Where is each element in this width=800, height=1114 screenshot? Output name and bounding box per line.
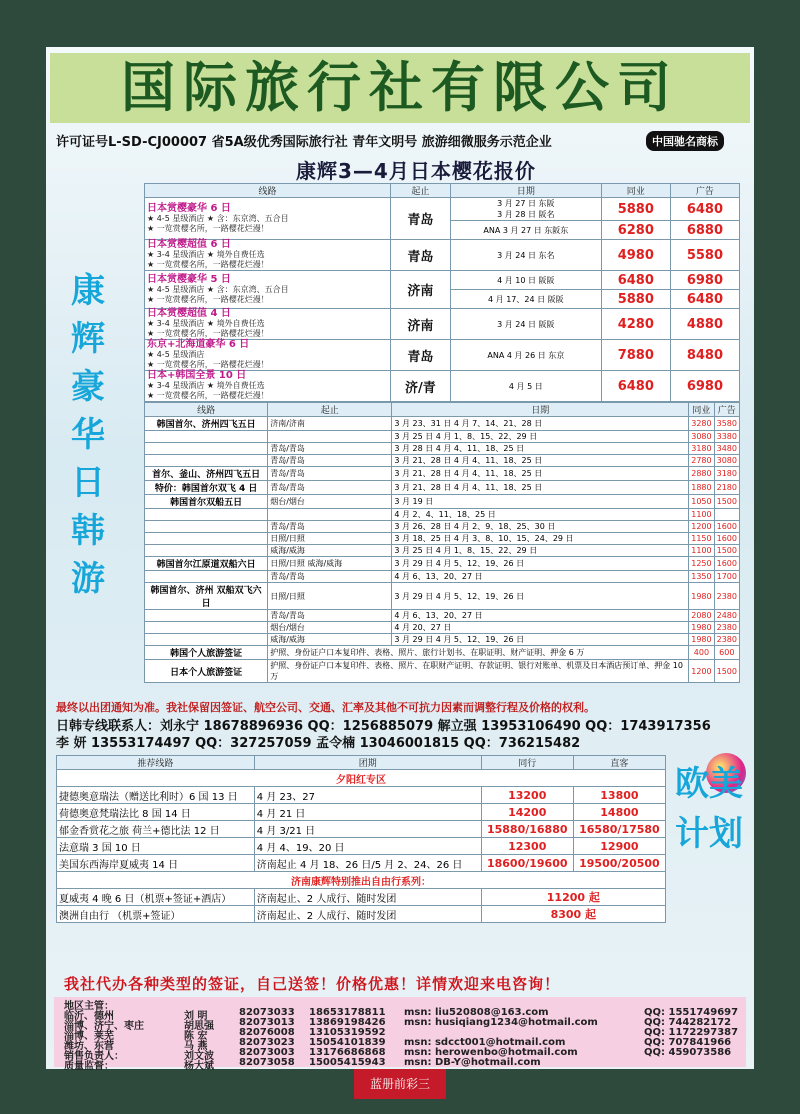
date-text: 4 月 10 日 阪阪 [497, 275, 555, 285]
contact-field: msn: husiqiang1234@hotmail.com [404, 1017, 598, 1028]
trade-price: 1250 [689, 557, 714, 571]
retail-price: 5580 [670, 240, 739, 271]
column-header: 线路 [145, 184, 391, 198]
route-cell: 韩国首尔、济州四飞五日 [145, 417, 268, 431]
brand-badge: 中国驰名商标 [646, 131, 724, 151]
route-cell: 澳洲自由行 （机票+签证） [57, 906, 255, 923]
contact-field: 胡思强 [184, 1021, 214, 1032]
trade-price: 3180 [689, 443, 714, 455]
section-row [57, 872, 666, 889]
contact-field: 13869198426 [309, 1017, 386, 1028]
departure-cell: 济南/济南 [268, 417, 392, 431]
contact-field: 地区主管： [64, 1001, 114, 1012]
route-cell: 韩国个人旅游签证 [145, 646, 268, 660]
date-text: ANA 4 月 26 日 东京 [487, 350, 565, 360]
retail-price: 3480 [714, 443, 739, 455]
table-row [145, 610, 740, 622]
date-cell [450, 340, 601, 371]
date-cell: 4 月 3/21 日 [254, 821, 481, 838]
vertical-char: 豪 [71, 367, 105, 407]
date-cell: 4 月 20、27 日 [392, 622, 689, 634]
route-cell: 韩国首尔、济州 双船双飞六日 [145, 583, 268, 610]
trade-price: 1350 [689, 571, 714, 583]
contact-field: 82073058 [239, 1057, 295, 1068]
date-cell [450, 221, 601, 240]
column-header: 同业 [689, 403, 714, 417]
route-cell [145, 610, 268, 622]
departure-cell: 威海/威海 [268, 634, 392, 646]
departure-cell: 烟台/烟台 [268, 495, 392, 509]
table-row [145, 533, 740, 545]
table-row [145, 417, 740, 431]
retail-price: 6480 [670, 198, 739, 221]
date-cell: 济南起止、2 人成行、随时发团 [254, 889, 481, 906]
table-row [145, 557, 740, 571]
retail-price: 16580/17580 [573, 821, 665, 838]
trade-price: 2080 [689, 610, 714, 622]
retail-price: 13800 [573, 787, 665, 804]
contact-field: 82073013 [239, 1017, 295, 1028]
company-title: 国际旅行社有限公司 [50, 53, 750, 123]
departure-cell: 青岛/青岛 [268, 443, 392, 455]
date-cell: 3 月 29 日 4 月 5、12、19、26 日 [392, 557, 689, 571]
retail-price: 19500/20500 [573, 855, 665, 872]
price-cell: 11200 起 [481, 889, 665, 906]
trade-price: 12300 [481, 838, 573, 855]
route-cell [145, 431, 268, 443]
date-cell: 4 月 23、27 [254, 787, 481, 804]
route-cell: 捷德奥意瑞法（赠送比利时）6 国 13 日 [57, 787, 255, 804]
table-row [57, 889, 666, 906]
table-row [145, 467, 740, 481]
column-header: 广告 [670, 184, 739, 198]
departure-cell: 青岛/青岛 [268, 467, 392, 481]
route-cell [145, 443, 268, 455]
column-header: 日期 [392, 403, 689, 417]
table-row [145, 371, 740, 402]
trade-price: 400 [689, 646, 714, 660]
contact-field: 淄博、莱芜 [64, 1031, 114, 1042]
contact-field: QQ: 744282172 [644, 1017, 732, 1028]
contact-field: 陈 宏 [184, 1031, 208, 1042]
date-cell: 4 月 6、13、20、27 日 [392, 610, 689, 622]
route-cell [145, 571, 268, 583]
route-desc: ★ 4-5 星级酒店 ★ 含：东京湾、五合目 [147, 284, 289, 294]
date-cell: 3 月 19 日 [392, 495, 689, 509]
column-header: 团期 [254, 756, 481, 770]
contact-field: 82073003 [239, 1047, 295, 1058]
table-row [145, 583, 740, 610]
route-cell: 法意瑞 3 国 10 日 [57, 838, 255, 855]
contact-field: 82073033 [239, 1007, 295, 1018]
vertical-char: 辉 [71, 319, 105, 359]
route-cell [145, 545, 268, 557]
table-row [145, 309, 740, 340]
date-cell: 3 月 29 日 4 月 5、12、19、26 日 [392, 634, 689, 646]
contact-field: 15005415943 [309, 1057, 386, 1068]
right-vertical-title [674, 759, 744, 859]
route-cell [145, 340, 391, 371]
retail-price: 2380 [714, 634, 739, 646]
retail-price: 2380 [714, 622, 739, 634]
trade-price: 1100 [689, 509, 714, 521]
departure-cell [268, 509, 392, 521]
route-cell [145, 271, 391, 309]
table-row [145, 340, 740, 371]
departure-cell: 青岛/青岛 [268, 481, 392, 495]
route-cell [145, 533, 268, 545]
vertical-char: 华 [71, 415, 105, 455]
retail-price [714, 509, 739, 521]
retail-price: 6480 [670, 290, 739, 309]
visa-requirements: 护照、身份证户口本复印件、表格、照片、旅行计划书、在职证明、财产证明、押金 6 万 [268, 646, 689, 660]
table-row [57, 787, 666, 804]
route-cell [145, 509, 268, 521]
retail-price: 600 [714, 646, 739, 660]
route-name: 日本赏樱超值 4 日 [147, 308, 231, 319]
contact-field: 杨大斌 [184, 1061, 214, 1072]
departure-cell: 青岛/青岛 [268, 455, 392, 467]
contact-field: 刘 明 [184, 1011, 208, 1022]
trade-price: 1100 [689, 545, 714, 557]
date-cell [450, 371, 601, 402]
section-label: 夕阳红专区 [57, 770, 666, 787]
date-text: 3 月 24 日 东名 [497, 250, 555, 260]
date-cell: 3 月 29 日 4 月 5、12、19、26 日 [392, 583, 689, 610]
departure-cell: 青岛/青岛 [268, 571, 392, 583]
visa-requirements: 护照、身份证户口本复印件、表格、照片、在职财产证明、存款证明、银行对账单、机票及日本酒店预订单、押金 10 万 [268, 660, 689, 683]
column-header: 直客 [573, 756, 665, 770]
date-cell [450, 271, 601, 290]
retail-price: 3180 [714, 467, 739, 481]
contact-panel [54, 997, 746, 1072]
table-row [145, 509, 740, 521]
departure-cell: 烟台/烟台 [268, 622, 392, 634]
date-cell: 4 月 21 日 [254, 804, 481, 821]
column-header: 起止 [390, 184, 450, 198]
trade-price: 7880 [601, 340, 670, 371]
route-desc: ★ 一览赏樱名所，一路樱花烂漫！ [147, 329, 269, 338]
table-row [57, 855, 666, 872]
retail-price: 6880 [670, 221, 739, 240]
retail-price: 1600 [714, 533, 739, 545]
departure-cell: 青岛/青岛 [268, 610, 392, 622]
contact-field: 刘文波 [184, 1051, 214, 1062]
route-cell: 日本个人旅游签证 [145, 660, 268, 683]
trade-price: 3280 [689, 417, 714, 431]
route-desc: ★ 4-5 星级酒店 [147, 350, 205, 359]
date-text: 4 月 5 日 [508, 381, 543, 391]
route-cell: 郁金香赏花之旅 荷兰+德比法 12 日 [57, 821, 255, 838]
contact-field: msn: liu520808@163.com [404, 1007, 549, 1018]
route-desc: ★ 一览赏樱名所，一路樱花烂漫！ [147, 260, 269, 269]
route-cell: 夏威夷 4 晚 6 日（机票+签证+酒店） [57, 889, 255, 906]
table-row [57, 838, 666, 855]
trade-price: 15880/16880 [481, 821, 573, 838]
city-cell: 济南 [390, 309, 450, 340]
date-text: 3 月 28 日 阪名 [497, 210, 555, 219]
contact-field: 13176686868 [309, 1047, 386, 1058]
disclaimer: 最终以出团通知为准。我社保留因签证、航空公司、交通、汇率及其他不可抗力因素而调整行程及价格的权利。 [56, 701, 595, 714]
trade-price: 1980 [689, 583, 714, 610]
departure-cell: 威海/威海 [268, 545, 392, 557]
route-cell [145, 309, 391, 340]
euro-price-table [56, 755, 666, 923]
japan-price-table [144, 183, 740, 402]
date-cell: 4 月 6、13、20、27 日 [392, 571, 689, 583]
contact-field: 18653178811 [309, 1007, 386, 1018]
trade-price: 3080 [689, 431, 714, 443]
section-row [57, 770, 666, 787]
contact-field: QQ: 459073586 [644, 1047, 732, 1058]
date-cell [450, 198, 601, 221]
contact-field: 13105319592 [309, 1027, 386, 1038]
route-name: 日本赏樱超值 6 日 [147, 239, 231, 250]
contact-line-1: 日韩专线联系人：刘永宁 18678896936 QQ：1256885079 解立强 13953106490 QQ：1743917356 [56, 719, 711, 734]
table-row [145, 646, 740, 660]
contact-field: 15054101839 [309, 1037, 386, 1048]
trade-price: 1150 [689, 533, 714, 545]
column-header: 同行 [481, 756, 573, 770]
route-cell [145, 521, 268, 533]
departure-cell: 日照/日照 [268, 583, 392, 610]
retail-price: 12900 [573, 838, 665, 855]
date-cell [450, 290, 601, 309]
route-cell [145, 198, 391, 240]
departure-cell: 日照/日照 [268, 533, 392, 545]
route-cell [145, 455, 268, 467]
trade-price: 1980 [689, 622, 714, 634]
brochure-page [46, 47, 754, 1072]
table-row [145, 240, 740, 271]
trade-price: 6280 [601, 221, 670, 240]
trade-price: 4280 [601, 309, 670, 340]
route-name: 日本赏樱豪华 5 日 [147, 273, 231, 285]
retail-price: 14800 [573, 804, 665, 821]
date-cell: 3 月 23、31 日 4 月 7、14、21、28 日 [392, 417, 689, 431]
route-cell [145, 240, 391, 271]
trade-price: 2780 [689, 455, 714, 467]
retail-price: 2380 [714, 583, 739, 610]
table-header-row [145, 184, 740, 198]
contact-field: QQ: 707841966 [644, 1037, 732, 1048]
route-desc: ★ 3-4 星级酒店 ★ 境外自费任选 [147, 381, 265, 390]
contact-line-2: 李 妍 13553174497 QQ：327257059 孟令楠 13046001815 QQ：736215482 [56, 736, 581, 751]
departure-cell: 青岛/青岛 [268, 521, 392, 533]
trade-price: 1880 [689, 481, 714, 495]
date-cell: 3 月 26、28 日 4 月 2、9、18、25、30 日 [392, 521, 689, 533]
date-cell: 3 月 21、28 日 4 月 4、11、18、25 日 [392, 455, 689, 467]
date-text: ANA 3 月 27 日 东阪东 [483, 225, 569, 235]
date-cell: 3 月 25 日 4 月 1、8、15、22、29 日 [392, 545, 689, 557]
route-cell [145, 634, 268, 646]
vertical-char: 康 [71, 271, 105, 311]
column-header: 同业 [601, 184, 670, 198]
route-desc: ★ 4-5 星级酒店 ★ 含：东京湾、五合目 [147, 213, 289, 223]
vertical-char: 计 [675, 814, 709, 854]
table-row [145, 431, 740, 443]
trade-price: 13200 [481, 787, 573, 804]
vertical-char: 日 [71, 463, 105, 503]
section-title: 康辉3—4月日本樱花报价 [296, 159, 536, 183]
column-header: 广告 [714, 403, 739, 417]
date-cell: 3 月 25 日 4 月 1、8、15、22、29 日 [392, 431, 689, 443]
table-row [145, 481, 740, 495]
column-header: 推荐线路 [57, 756, 255, 770]
contact-field: QQ: 1172297387 [644, 1027, 739, 1038]
contact-field: msn: sdcct001@hotmail.com [404, 1037, 566, 1048]
date-cell: 3 月 28 日 4 月 4、11、18、25 日 [392, 443, 689, 455]
date-cell: 济南起止、2 人成行、随时发团 [254, 906, 481, 923]
trade-price: 1050 [689, 495, 714, 509]
contact-field: 销售负责人： [64, 1051, 124, 1062]
retail-price: 2480 [714, 610, 739, 622]
retail-price: 1600 [714, 557, 739, 571]
route-desc: ★ 3-4 星级酒店 ★ 境外自费任选 [147, 250, 265, 259]
date-text: 3 月 24 日 阪阪 [497, 319, 555, 329]
contact-field: 质量监督： [64, 1061, 114, 1072]
table-row [145, 545, 740, 557]
route-cell: 韩国首尔江原道双船六日 [145, 557, 268, 571]
city-cell: 青岛 [390, 340, 450, 371]
contact-field: msn: herowenbo@hotmail.com [404, 1047, 578, 1058]
route-desc: ★ 一览赏樱名所，一路樱花烂漫！ [147, 360, 269, 369]
departure-cell [268, 431, 392, 443]
date-cell: 4 月 2、4、11、18、25 日 [392, 509, 689, 521]
city-cell: 青岛 [390, 198, 450, 240]
date-cell: 济南起止 4 月 18、26 日/5 月 2、24、26 日 [254, 855, 481, 872]
date-cell: 3 月 18、25 日 4 月 3、8、10、15、24、29 日 [392, 533, 689, 545]
retail-price: 3380 [714, 431, 739, 443]
table-row [145, 455, 740, 467]
section-label: 济南康辉特别推出自由行系列： [57, 872, 666, 889]
retail-price: 1500 [714, 545, 739, 557]
trade-price: 1980 [689, 634, 714, 646]
contact-field: 82073023 [239, 1037, 295, 1048]
table-row [57, 804, 666, 821]
retail-price: 2180 [714, 481, 739, 495]
retail-price: 1700 [714, 571, 739, 583]
table-row [145, 198, 740, 221]
route-desc: ★ 一览赏樱名所，一路樱花烂漫！ [147, 391, 269, 400]
contact-field: 临沂、德州 [64, 1011, 114, 1022]
retail-price: 3580 [714, 417, 739, 431]
contact-field: 淄博、济宁、枣庄 [64, 1021, 144, 1032]
vertical-char: 美 [709, 764, 743, 804]
route-cell: 荷德奥意梵瑞法比 8 国 14 日 [57, 804, 255, 821]
table-header-row [145, 403, 740, 417]
date-cell: 4 月 4、19、20 日 [254, 838, 481, 855]
column-header: 线路 [145, 403, 268, 417]
city-cell: 济/青 [390, 371, 450, 402]
table-row [145, 571, 740, 583]
route-cell [145, 371, 391, 402]
date-cell: 3 月 21、28 日 4 月 4、11、18、25 日 [392, 481, 689, 495]
trade-price: 4980 [601, 240, 670, 271]
vertical-char: 韩 [71, 511, 105, 551]
vertical-char: 游 [71, 559, 105, 599]
city-cell: 青岛 [390, 240, 450, 271]
contact-field: QQ: 1551749697 [644, 1007, 739, 1018]
price-cell: 8300 起 [481, 906, 665, 923]
route-cell: 首尔、釜山、济州四飞五日 [145, 467, 268, 481]
contact-field: 82076008 [239, 1027, 295, 1038]
trade-price: 18600/19600 [481, 855, 573, 872]
contact-field: 马 燕 [184, 1041, 208, 1052]
left-vertical-title [66, 267, 110, 603]
retail-price: 4880 [670, 309, 739, 340]
retail-price: 6980 [670, 271, 739, 290]
table-row [145, 521, 740, 533]
korea-price-table [144, 402, 740, 683]
retail-price: 3080 [714, 455, 739, 467]
contact-field: msn: DB-Y@hotmail.com [404, 1057, 541, 1068]
table-row [145, 622, 740, 634]
route-name: 日本+韩国全景 10 日 [147, 370, 247, 381]
route-desc: ★ 一览赏樱名所，一路樱花烂漫！ [147, 294, 269, 304]
date-cell: 3 月 21、28 日 4 月 4、11、18、25 日 [392, 467, 689, 481]
footer-label: 蓝册前彩三 [354, 1069, 446, 1099]
column-header: 日期 [450, 184, 601, 198]
retail-price: 6980 [670, 371, 739, 402]
route-cell [145, 622, 268, 634]
table-row [57, 821, 666, 838]
table-row [145, 634, 740, 646]
column-header: 起止 [268, 403, 392, 417]
date-text: 3 月 27 日 东阪 [497, 199, 555, 208]
trade-price: 6480 [601, 371, 670, 402]
trade-price: 1200 [689, 521, 714, 533]
retail-price: 8480 [670, 340, 739, 371]
trade-price: 5880 [601, 290, 670, 309]
route-cell: 韩国首尔双船五日 [145, 495, 268, 509]
trade-price: 5880 [601, 198, 670, 221]
vertical-char: 欧 [675, 764, 709, 804]
retail-price: 1600 [714, 521, 739, 533]
trade-price: 14200 [481, 804, 573, 821]
route-name: 日本赏樱豪华 6 日 [147, 202, 231, 214]
table-header-row [57, 756, 666, 770]
date-cell [450, 240, 601, 271]
slogan: 我社代办各种类型的签证，自己送签！价格优惠！详情欢迎来电咨询！ [64, 975, 561, 993]
date-text: 4 月 17、24 日 阪阪 [488, 294, 564, 304]
retail-price: 1500 [714, 660, 739, 683]
table-row [145, 495, 740, 509]
date-cell [450, 309, 601, 340]
license-line: 许可证号L-SD-CJ00007 省5A级优秀国际旅行社 青年文明号 旅游细微服务示范企业 [56, 135, 552, 150]
table-row [57, 906, 666, 923]
route-desc: ★ 3-4 星级酒店 ★ 境外自费任选 [147, 319, 265, 328]
retail-price: 1500 [714, 495, 739, 509]
table-row [145, 660, 740, 683]
route-desc: ★ 一览赏樱名所，一路樱花烂漫！ [147, 223, 269, 233]
route-cell: 美国东西海岸夏威夷 14 日 [57, 855, 255, 872]
route-name: 东京+北海道豪华 6 日 [147, 339, 250, 350]
trade-price: 6480 [601, 271, 670, 290]
table-row [145, 271, 740, 290]
route-cell: 特价：韩国首尔双飞 4 日 [145, 481, 268, 495]
contact-field: 潍坊、东营 [64, 1041, 114, 1052]
trade-price: 1200 [689, 660, 714, 683]
city-cell: 济南 [390, 271, 450, 309]
departure-cell: 日照/日照 威海/威海 [268, 557, 392, 571]
vertical-char: 划 [709, 814, 743, 854]
table-row [145, 443, 740, 455]
trade-price: 2880 [689, 467, 714, 481]
